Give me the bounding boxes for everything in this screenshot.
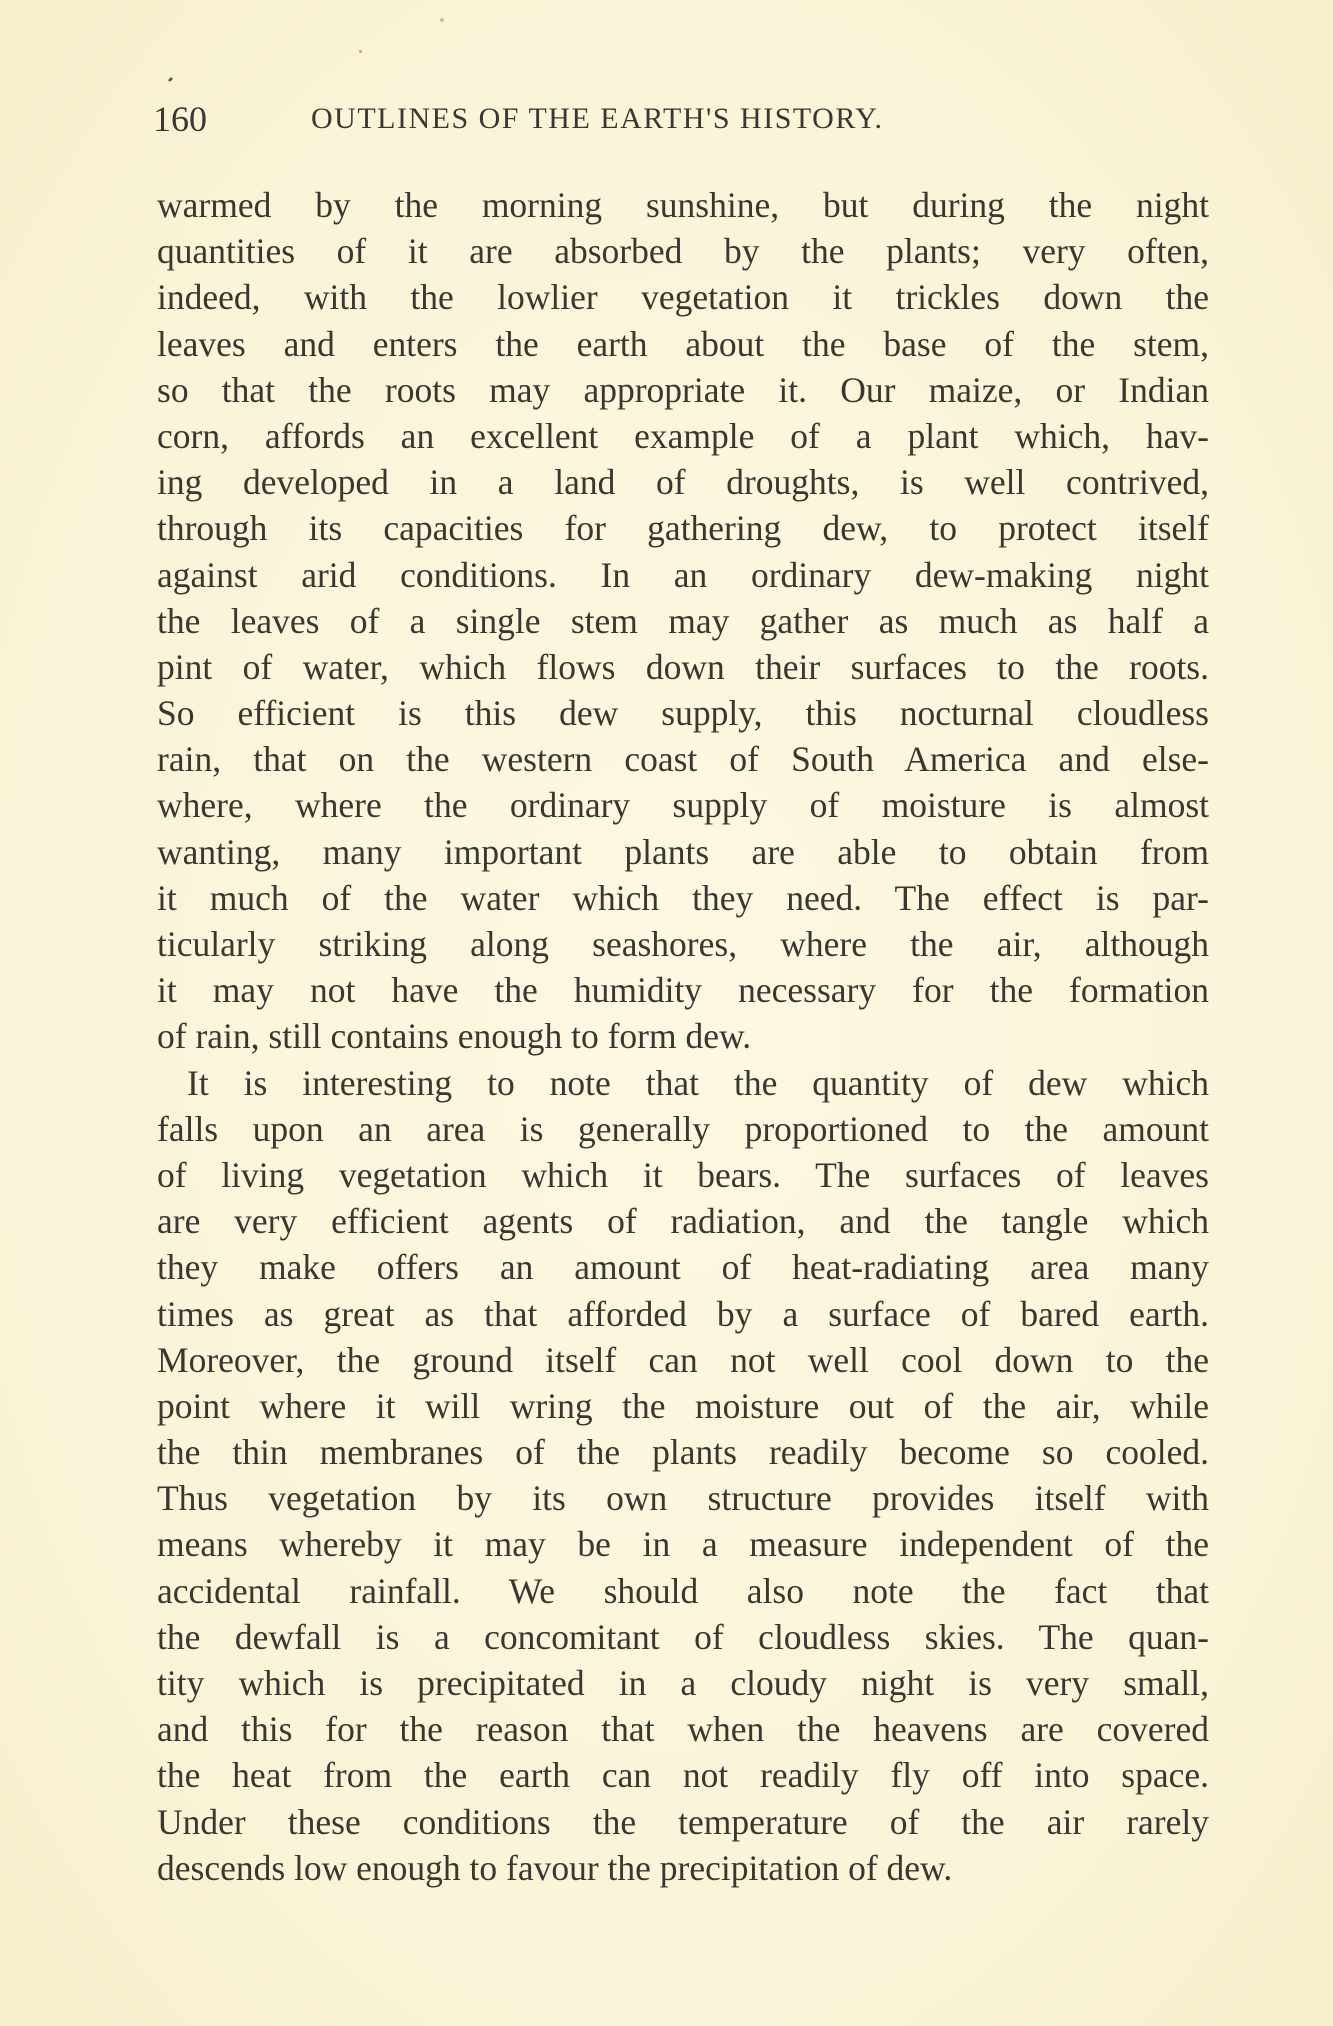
text-line: against arid conditions. In an ordinary dew-making night	[157, 554, 1209, 595]
text-line: they make offers an amount of heat-radiating area many	[157, 1247, 1209, 1288]
text-line: through its capacities for gathering dew, to protect itself	[157, 508, 1209, 549]
text-line: ing developed in a land of droughts, is well contrived,	[157, 462, 1209, 503]
page-number: 160	[153, 99, 207, 139]
text-line: where, where the ordinary supply of moisture is almost	[157, 785, 1209, 826]
text-line: times as great as that afforded by a surface of bared earth.	[157, 1293, 1209, 1334]
body-text	[157, 182, 1209, 1891]
text-line: pint of water, which flows down their surfaces to the roots.	[157, 646, 1209, 687]
text-line: rain, that on the western coast of South America and else-	[157, 739, 1209, 780]
text-line: leaves and enters the earth about the base of the stem,	[157, 323, 1209, 364]
text-line: So efficient is this dew supply, this nocturnal cloudless	[157, 693, 1209, 734]
text-line: quantities of it are absorbed by the plants; very often,	[157, 231, 1209, 272]
text-line: corn, affords an excellent example of a plant which, hav-	[157, 415, 1209, 456]
text-line: the heat from the earth can not readily fly off into space.	[157, 1755, 1209, 1796]
text-line: of rain, still contains enough to form dew.	[157, 1016, 752, 1057]
paper-speck	[440, 18, 444, 22]
text-line: wanting, many important plants are able to obtain from	[157, 831, 1209, 872]
paragraph	[157, 1060, 1209, 1891]
paper-speck	[168, 77, 174, 83]
text-line: It is interesting to note that the quantity of dew which	[187, 1062, 1209, 1103]
text-line: and this for the reason that when the heavens are covered	[157, 1709, 1209, 1750]
paper-speck	[359, 50, 362, 53]
text-line: Under these conditions the temperature of the air rarely	[157, 1801, 1209, 1842]
text-line: ticularly striking along seashores, where the air, although	[157, 924, 1209, 964]
text-line: the dewfall is a concomitant of cloudless skies. The quan-	[157, 1616, 1209, 1657]
text-line: tity which is precipitated in a cloudy night is very small,	[157, 1663, 1209, 1703]
text-line: of living vegetation which it bears. The surfaces of leaves	[157, 1154, 1209, 1195]
text-line: means whereby it may be in a measure independent of the	[157, 1524, 1209, 1565]
text-line: accidental rainfall. We should also note the fact that	[157, 1570, 1209, 1611]
text-line: the thin membranes of the plants readily become so cooled.	[157, 1432, 1209, 1473]
text-line: so that the roots may appropriate it. Our maize, or Indian	[157, 369, 1209, 410]
text-line: Thus vegetation by its own structure provides itself with	[157, 1478, 1209, 1519]
text-line: it may not have the humidity necessary for the formation	[157, 970, 1209, 1011]
text-line: indeed, with the lowlier vegetation it trickles down the	[157, 277, 1209, 318]
page-header	[153, 98, 1213, 144]
text-line: point where it will wring the moisture out of the air, while	[157, 1385, 1209, 1426]
text-line: are very efficient agents of radiation, and the tangle which	[157, 1201, 1209, 1242]
text-line: warmed by the morning sunshine, but during the night	[157, 185, 1209, 225]
text-line: Moreover, the ground itself can not well cool down to the	[157, 1339, 1209, 1380]
text-line: descends low enough to favour the precipitation of dew.	[157, 1847, 953, 1888]
running-head: OUTLINES OF THE EARTH'S HISTORY.	[311, 102, 884, 135]
text-line: falls upon an area is generally proportioned to the amount	[157, 1108, 1209, 1149]
text-line: the leaves of a single stem may gather as much as half a	[157, 600, 1209, 641]
paragraph	[157, 182, 1209, 1060]
text-line: it much of the water which they need. The effect is par-	[157, 877, 1209, 918]
